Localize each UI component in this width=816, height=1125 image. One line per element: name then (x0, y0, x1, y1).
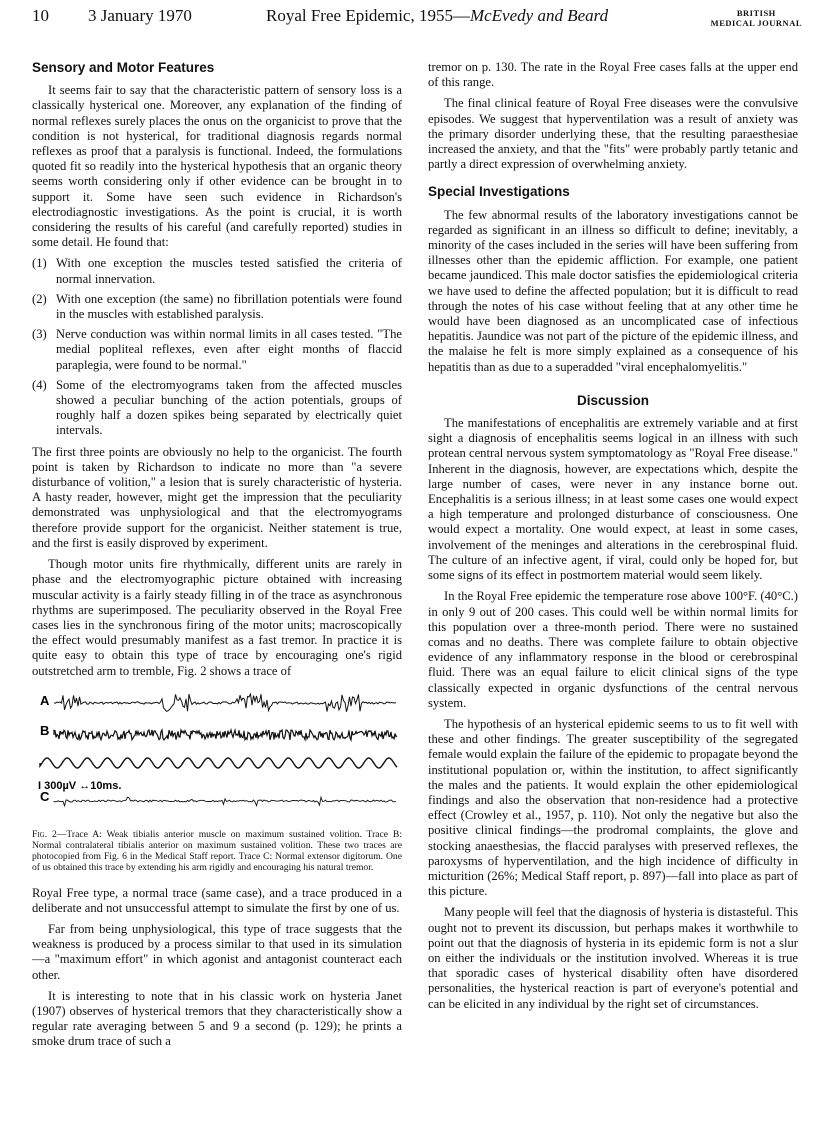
paragraph: The final clinical feature of Royal Free diseases were the convulsive episodes. We suggest that hyperventilation was a result of anxiety was the primary disorder underlying these, that the resulting paraesthesiae increased the anxiety, and that the "fits" were probably partly tetanic and partly a direct expression of overwhelming anxiety. (428, 96, 798, 172)
trace-scale-label: I 300µV ↔10ms. (38, 779, 122, 792)
paragraph: The hypothesis of an hysterical epidemic seems to us to fit well with these and other findings. The greater susceptibility of the segregated female would explain the failure of the epidemic to propagate beyond the institutional population or, within the institution, to affect significantly the males and the patients. It would explain the other epidemiological findings and also the observation that non-residence had a protective effect (Crowley et al., 1957, p. 110). Not only the negative but also the positive clinical findings—the prodromal complaints, the glove and stocking anaesthesias, the flaccid paralyses with preserved reflexes, the paroxysms of hyperventilation, and the high incidence of difficulty in micturition (26%; Medical Staff report, p. 897)—fall into place as part of this picture. (428, 716, 798, 899)
paragraph: Though motor units fire rhythmically, different units are rarely in phase and the electromyographic picture obtained with increasing muscular activity is a fairly steady filling in of the trace as asynchronous rhythms are superimposed. The peculiarity observed in the Royal Free cases lies in the synchronous firing of the motor units; macroscopically the effect would presumably manifest as a fast tremor. In practice it is quite easy to obtain this type of trace by encouraging one's rigid outstretched arm to tremble, Fig. 2 shows a trace of (32, 557, 402, 678)
trace-c-line (54, 797, 396, 806)
left-column (32, 60, 402, 1056)
paragraph: Many people will feel that the diagnosis of hysteria is distasteful. This ought not to prevent its discussion, but perhaps makes it worthwhile to point out that the diagnosis of hysteria in its epidemic form is not a slur on either the individuals or the institution involved. Whereas it is true that sporadic cases of hysterical disability often have disordered personalities, the hysterical reaction is part of everyone's potential and can be elicited in any individual by the right set of circumstances. (428, 905, 798, 1011)
trace-a-line (54, 694, 396, 712)
paragraph: The few abnormal results of the laboratory investigations cannot be regarded as significant in an illness so difficult to define; inevitably, a minority of the cases included in the series will have been suffering from illnesses other than the epidemic affliction. For example, one patient became jaundiced. This male doctor satisfies the epidemiological criteria we have used to define the affected population; but it is difficult to read through the notes of his case without feeling that at any other time he would have been diagnosed as an uncomplicated case of infectious hepatitis. Jaundice was not part of the picture of the epidemic illness, and the malaise he felt is more simply explained as a consequence of his hepatitis than as due to a superadded "viral encephalomyelitis." (428, 207, 798, 374)
section-heading-sensory-motor: Sensory and Motor Features (32, 60, 215, 75)
figure-caption: Fig. 2—Trace A: Weak tibialis anterior muscle on maximum sustained volition. Trace B: Normal contralateral tibialis anterior on maximum sustained volition. These two traces are photocopied from Fig. 6 in the Medical Staff report. Trace C: Normal extensor digitorum. One of us obtained this trace by extending his arm rigidly and encouraging his natural tremor. (32, 828, 402, 874)
running-title: Royal Free Epidemic, 1955—McEvedy and Beard (266, 6, 609, 25)
list-item: (4) Some of the electromyograms taken from the affected muscles showed a peculiar bunching of the action potentials, groups of roughly half a dozen spikes being separated by electrically quiet intervals. (32, 377, 402, 438)
paragraph: Far from being unphysiological, this type of trace suggests that the weakness is produced by a process similar to that used in its simulation—a "maximum effort" in which agonist and antagonist counteract each other. (32, 921, 402, 982)
list-item: (1) With one exception the muscles tested satisfied the criteria of normal innervation. (32, 256, 402, 286)
journal-name: BRITISH MEDICAL JOURNAL (710, 8, 802, 28)
issue-date: 3 January 1970 (88, 6, 192, 25)
section-heading-discussion: Discussion (576, 392, 650, 408)
trace-label-b: B (40, 722, 50, 738)
page-number: 10 (32, 6, 49, 25)
paragraph: It seems fair to say that the characteristic pattern of sensory loss is a classically hysterical one. Moreover, any explanation of the finding of normal reflexes surely places the onus on the organicist to prove that the condition is not hysterical, for traditional diagnosis regards normal reflexes as proof that a paralysis is functional. Indeed, the formulations quoted fit so readily into the hysterical hypothesis that an organic theory seems worth considering only if other evidence can be brought in to support it. Some have seen such evidence in Richardson's electrodiagnostic investigations. As the point is crucial, it is worth considering the results of his careful (and carefully reported) studies in some detail. He found that: (32, 83, 402, 250)
page-header (32, 6, 802, 34)
calibration-wave (40, 758, 397, 768)
paragraph: Royal Free type, a normal trace (same case), and a trace produced in a deliberate and not unsuccessful attempt to simulate the first by one of us. (32, 885, 402, 915)
list-item: (2) With one exception (the same) no fibrillation potentials were found in the muscles with established paralysis. (32, 291, 402, 322)
figure-2-emg-traces (32, 691, 402, 874)
list-item: (3) Nerve conduction was within normal limits in all cases tested. "The medial popliteal reflexes, even after eight months of flaccid paraplegia, were found to be normal." (32, 327, 402, 372)
paragraph: In the Royal Free epidemic the temperature rose above 100°F. (40°C.) in only 9 out of 200 cases. This could well be within normal limits for this population over a three-month period. There were no sustained comas and no deaths. There was complete failure to obtain objective evidence of any inflammatory response in the blood or cerebrospinal fluid. There was an equal failure to elicit clinical signs of the type classically expected in organic dysfunctions of the central nervous system. (428, 589, 798, 710)
paragraph: It is interesting to note that in his classic work on hysteria Janet (1907) observes of hysterical tremors that they characteristically show a regular rate averaging between 5 and 9 a second (p. 129); he prints a smoke drum trace of such a (32, 988, 402, 1049)
paragraph: The first three points are obviously no help to the organicist. The fourth point is taken by Richardson to indicate no more than "a severe disturbance of volition," a lesion that is surely characteristic of hysteria. A hasty reader, however, might get the impression that the peculiarity demonstrated was unphysiological and that the electromyograms therefore provide support for the organicist. Neither statement is true, and the first is easily disproved by experiment. (32, 444, 402, 550)
findings-list (32, 256, 402, 438)
trace-label-c: C (40, 788, 50, 804)
trace-b-line (54, 730, 397, 740)
running-title-authors: McEvedy and Beard (469, 6, 609, 25)
trace-label-a: A (40, 692, 50, 708)
right-column (428, 60, 798, 1018)
paragraph: The manifestations of encephalitis are extremely variable and at first sight a diagnosis of encephalitis seems logical in an illness with such protean central nervous system symptomatology as "Royal Free disease." Inherent in the diagnosis, however, are expectations which, despite the large number of cases, were never in any instance borne out. Encephalitis is a serious illness; in at least some cases one would expect a high temperature and prolonged disturbance of consciousness. One would expect a mortality. One would expect, at least in some cases, involvement of the meninges and alterations in the cerebrospinal fluid. The culture of an infective agent, if viral, could only be hoped for, but some signs of its effect in postmortem material would seem likely. (428, 416, 798, 583)
emg-trace-figure (32, 691, 402, 821)
paragraph: tremor on p. 130. The rate in the Royal Free cases falls at the upper end of this range. (428, 60, 798, 90)
section-heading-special-investigations: Special Investigations (428, 184, 570, 200)
